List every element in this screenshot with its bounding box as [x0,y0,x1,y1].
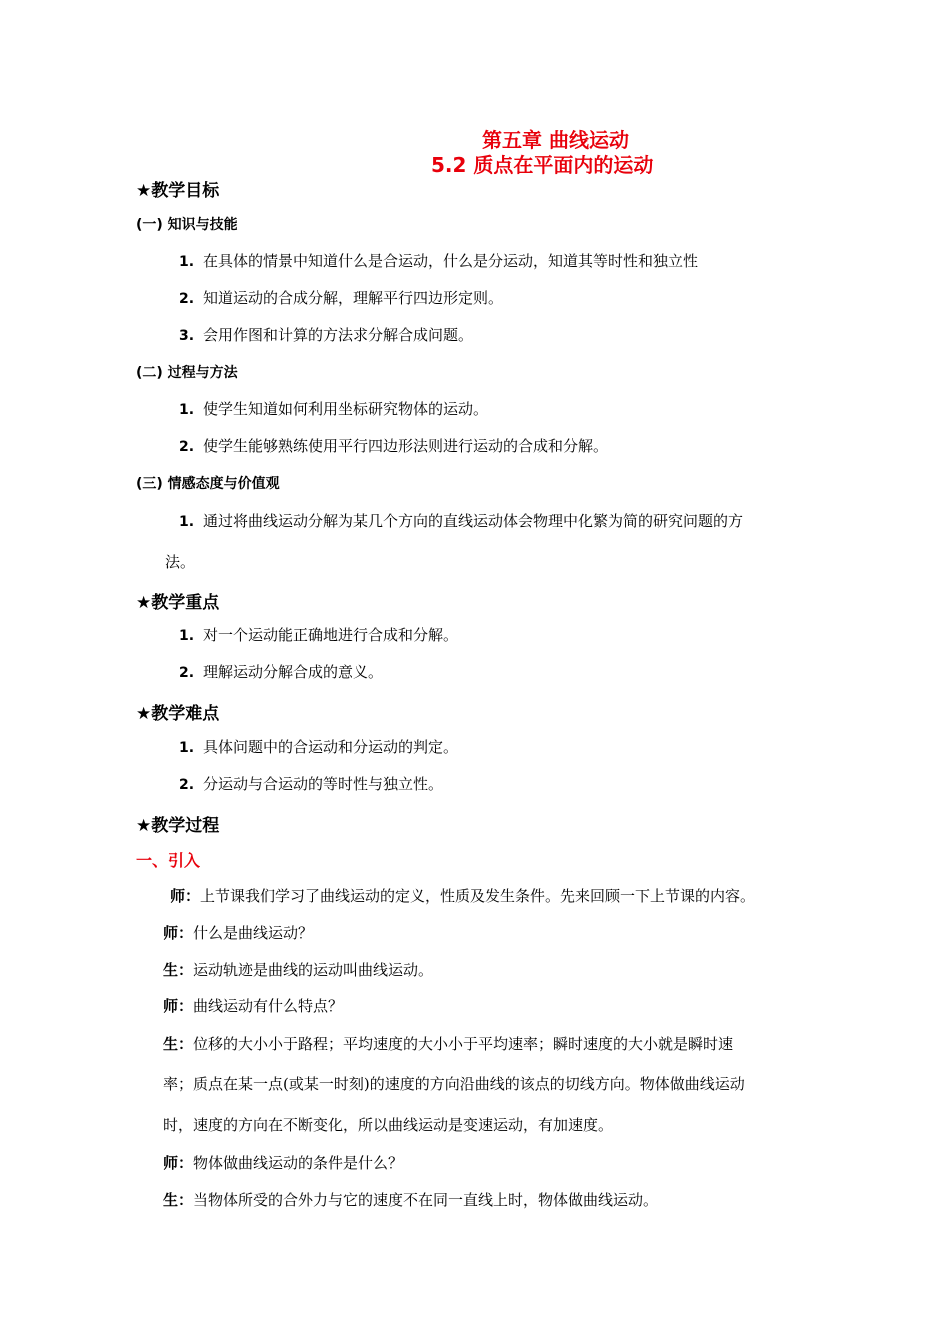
list-item [179,324,473,345]
list-item [179,435,608,456]
dialogue-text: 上节课我们学习了曲线运动的定义，性质及发生条件。先来回顾一下上节课的内容。 [200,887,756,905]
item-number: 1. [179,402,195,418]
speaker-label: 师： [170,887,201,905]
item-number: 2. [179,777,195,793]
list-item [179,398,488,419]
item-number: 1. [179,740,195,756]
teaching-process-heading: ★教学过程 [136,816,220,836]
item-number: 2. [179,665,195,681]
chapter-title: 第五章 曲线运动 [482,128,629,152]
item-number: 2. [179,439,195,455]
list-item [179,624,458,645]
speaker-label: 生： [163,961,194,979]
list-item [179,736,458,757]
section-title: 5.2 质点在平面内的运动 [431,153,654,177]
dialogue-line [163,1033,733,1054]
key-points-heading: ★教学重点 [136,593,220,613]
item-text: 具体问题中的合运动和分运动的判定。 [203,738,459,756]
item-continuation: 法。 [165,553,196,571]
item-text: 对一个运动能正确地进行合成和分解。 [203,626,459,644]
item-text: 知道运动的合成分解，理解平行四边形定则。 [203,289,504,307]
item-text: 理解运动分解合成的意义。 [203,663,384,681]
dialogue-text: 什么是曲线运动？ [193,924,314,942]
dialogue-text: 当物体所受的合外力与它的速度不在同一直线上时，物体做曲线运动。 [193,1191,659,1209]
dialogue-continuation: 时，速度的方向在不断变化，所以曲线运动是变速运动，有加速度。 [163,1116,614,1134]
dialogue-line [163,1189,658,1210]
dialogue-line [163,922,313,943]
list-item [179,661,383,682]
speaker-label: 生： [163,1191,194,1209]
item-number: 1. [179,514,195,530]
speaker-label: 生： [163,1035,194,1053]
emotion-heading: (三) 情感态度与价值观 [136,476,280,492]
dialogue-text: 位移的大小小于路程；平均速度的大小小于平均速率；瞬时速度的大小就是瞬时速 [193,1035,734,1053]
objectives-heading: ★教学目标 [136,181,220,201]
dialogue-text: 曲线运动有什么特点？ [193,997,344,1015]
list-item [179,250,698,271]
dialogue-line [163,995,343,1016]
item-text: 分运动与合运动的等时性与独立性。 [203,775,444,793]
item-number: 2. [179,291,195,307]
item-text: 会用作图和计算的方法求分解合成问题。 [203,326,474,344]
difficulties-heading: ★教学难点 [136,704,220,724]
speaker-label: 师： [163,1154,194,1172]
speaker-label: 师： [163,924,194,942]
list-item [179,510,743,531]
intro-heading: 一、引入 [136,851,201,870]
item-number: 1. [179,628,195,644]
item-text: 在具体的情景中知道什么是合运动，什么是分运动，知道其等时性和独立性 [203,252,699,270]
dialogue-continuation: 率；质点在某一点(或某一时刻)的速度的方向沿曲线的该点的切线方向。物体做曲线运动 [163,1075,745,1093]
dialogue-line [163,1152,403,1173]
dialogue-text: 物体做曲线运动的条件是什么？ [193,1154,404,1172]
list-item [179,773,443,794]
knowledge-heading: (一) 知识与技能 [136,217,238,233]
process-heading: (二) 过程与方法 [136,365,238,381]
item-number: 1. [179,254,195,270]
dialogue-line [163,959,433,980]
item-text: 通过将曲线运动分解为某几个方向的直线运动体会物理中化繁为简的研究问题的方 [203,512,744,530]
list-item [179,287,503,308]
item-text: 使学生能够熟练使用平行四边形法则进行运动的合成和分解。 [203,437,609,455]
speaker-label: 师： [163,997,194,1015]
item-number: 3. [179,328,195,344]
dialogue-line [170,885,755,906]
dialogue-text: 运动轨迹是曲线的运动叫曲线运动。 [193,961,434,979]
item-text: 使学生知道如何利用坐标研究物体的运动。 [203,400,489,418]
